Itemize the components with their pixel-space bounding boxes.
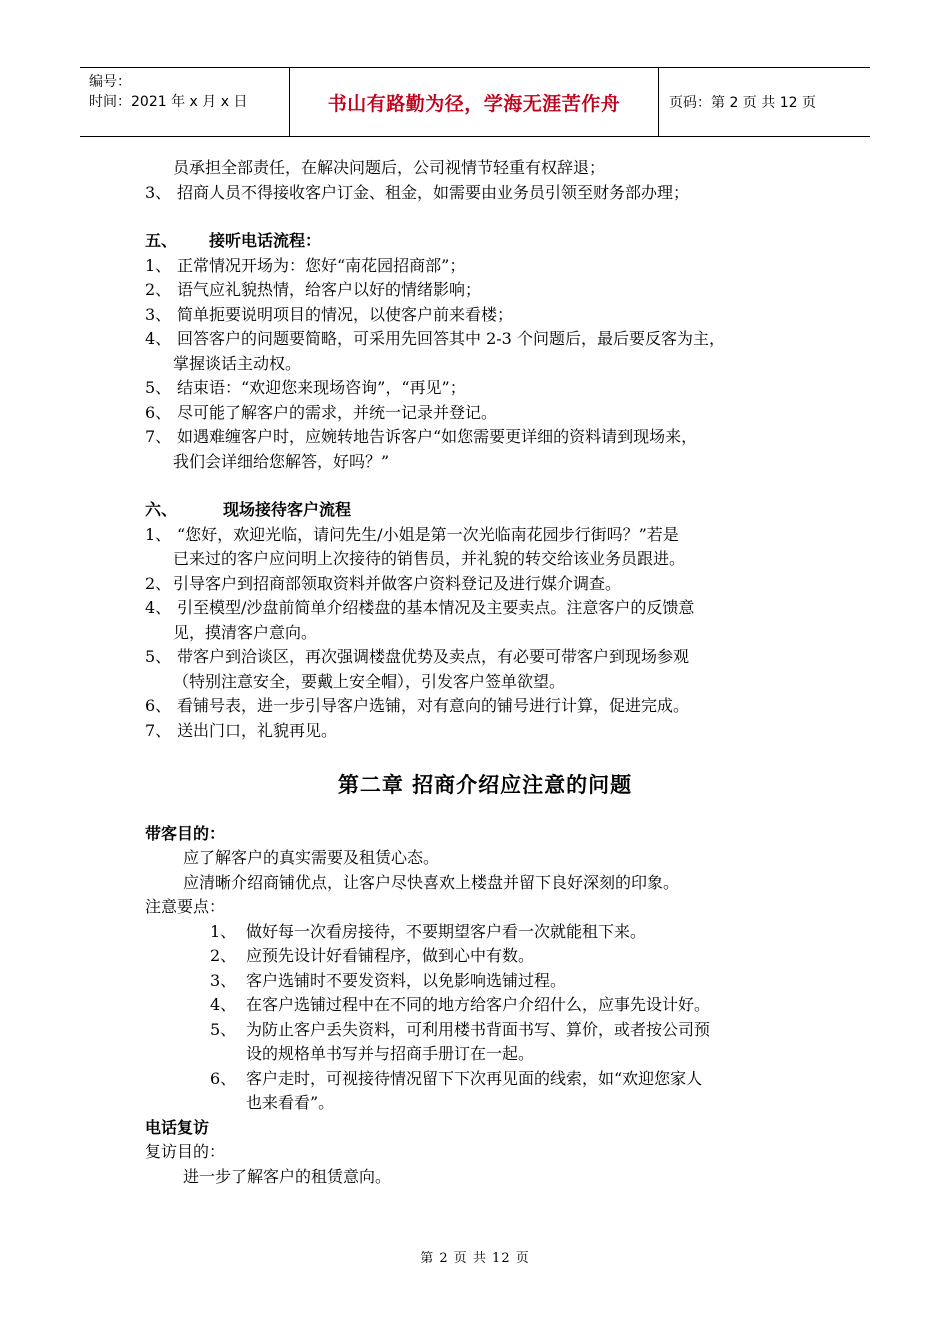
note-item-continuation: 设的规格单书写并与招商手册订在一起。	[246, 1044, 535, 1063]
document-body	[145, 156, 825, 1189]
header-left-cell	[80, 68, 289, 136]
header-motto-cell	[289, 68, 659, 136]
purpose-line: 应清晰介绍商铺优点，让客户尽快喜欢上楼盘并留下良好深刻的印象。	[183, 872, 680, 892]
list-item: 送出门口，礼貌再见。	[177, 720, 338, 740]
note-item: 应预先设计好看铺程序，做到心中有数。	[246, 946, 535, 965]
notes-heading: 注意要点：	[145, 897, 226, 916]
header-right-cell	[659, 68, 870, 136]
notes-list: 1、 做好每一次看房接待，不要期望客户看一次就能租下来。 2、 应预先设计好看铺程序，做到心中有数。 3、 客户选铺时不要发资料，以免影响选铺过程。 4、 在客户选铺过程中在不同的地方给客户介绍什么，应事先设计好。 5、 为防止客户丢失资料，可利用楼书背面书写、算价，或者按公司预 设的规格单书写并与招商手册订在一起。 6、 客户走时，可视接待情况留下下次再见面的线索，如“欢迎您家人 也来看看”。	[145, 920, 825, 1116]
chapter-title: 第二章 招商介绍应注意的问题	[337, 772, 633, 797]
list-item: 结束语：“欢迎您来现场咨询”，“再见”；	[177, 378, 466, 397]
list-item: 正常情况开场为：您好“南花园招商部”；	[177, 255, 466, 275]
list-item: 引导客户到招商部领取资料并做客户资料登记及进行媒介调查。	[173, 573, 622, 593]
document-date: 时间：2021 年 x 月 x 日	[89, 94, 248, 110]
purpose-heading: 带客目的：	[145, 823, 226, 843]
note-item: 客户走时，可视接待情况留下下次再见面的线索，如“欢迎您家人	[246, 1068, 703, 1088]
list-item: 带客户到洽谈区，再次强调楼盘优势及卖点，有必要可带客户到现场参观	[177, 647, 690, 666]
list-item: 看铺号表，进一步引导客户选铺，对有意向的铺号进行计算，促进完成。	[177, 696, 690, 715]
page-footer: 第 2 页 共 12 页	[420, 1251, 530, 1266]
section-5-list: 1、 正常情况开场为：您好“南花园招商部”； 2、 语气应礼貌热情，给客户以好的情绪影响； 3、 简单扼要说明项目的情况，以使客户前来看楼； 4、 回答客户的问题要简略，可采用先回答其中 2-3 个问题后，最后要反客为主， 掌握谈话主动权。 5、 结束语：“欢迎您来现场咨询”，“再见”； 6、 尽可能了解客户的需求，并统一记录并登记。 7、 如遇难缠客户时，应婉转地告诉客户“如您需要更详细的资料请到现场来， 我们会详细给您解答，好吗？”	[145, 254, 825, 475]
list-item-continuation: （特别注意安全，要戴上安全帽），引发客户签单欲望。	[173, 671, 566, 691]
note-item: 客户选铺时不要发资料，以免影响选铺过程。	[246, 970, 567, 990]
list-item: 回答客户的问题要简略，可采用先回答其中 2-3 个问题后，最后要反客为主，	[177, 329, 725, 348]
revisit-purpose-text: 进一步了解客户的租赁意向。	[183, 1166, 392, 1186]
list-item-continuation: 我们会详细给您解答，好吗？”	[173, 451, 390, 471]
section-5-heading: 五、 接听电话流程：	[145, 231, 322, 250]
list-item-text: 招商人员不得接收客户订金、租金，如需要由业务员引领至财务部办理；	[177, 182, 690, 202]
phone-revisit-heading: 电话复访	[145, 1117, 210, 1137]
header-motto: 书山有路勤为径，学海无涯苦作舟	[327, 92, 621, 115]
list-item-continuation: 见，摸清客户意向。	[173, 622, 318, 642]
paragraph-continuation: 员承担全部责任，在解决问题后，公司视情节轻重有权辞退；	[173, 158, 606, 177]
note-item: 为防止客户丢失资料，可利用楼书背面书写、算价，或者按公司预	[246, 1019, 711, 1039]
list-item: 尽可能了解客户的需求，并统一记录并登记。	[177, 402, 498, 422]
revisit-purpose-label: 复访目的：	[145, 1142, 226, 1161]
purpose-line: 应了解客户的真实需要及租赁心态。	[183, 848, 440, 867]
list-item: “您好，欢迎光临，请问先生/小姐是第一次光临南花园步行街吗？”若是	[177, 524, 679, 544]
list-item-continuation: 掌握谈话主动权。	[173, 353, 302, 373]
list-item: 引至模型/沙盘前简单介绍楼盘的基本情况及主要卖点。注意客户的反馈意	[177, 598, 695, 617]
list-item: 简单扼要说明项目的情况，以使客户前来看楼；	[177, 304, 514, 324]
list-item: 语气应礼貌热情，给客户以好的情绪影响；	[177, 280, 482, 299]
page-header	[80, 67, 870, 137]
list-item-continuation: 已来过的客户应问明上次接待的销售员，并礼貌的转交给该业务员跟进。	[173, 549, 686, 568]
note-item-continuation: 也来看看”。	[246, 1093, 335, 1112]
document-number-label: 编号：	[89, 74, 131, 90]
list-item: 如遇难缠客户时，应婉转地告诉客户“如您需要更详细的资料请到现场来，	[177, 427, 698, 446]
section-6-heading: 六、 现场接待客户流程	[145, 500, 352, 519]
note-item: 做好每一次看房接待，不要期望客户看一次就能租下来。	[246, 921, 647, 941]
note-item: 在客户选铺过程中在不同的地方给客户介绍什么，应事先设计好。	[246, 995, 711, 1014]
section-6-list: 1、 “您好，欢迎光临，请问先生/小姐是第一次光临南花园步行街吗？”若是 已来过的客户应问明上次接待的销售员，并礼貌的转交给该业务员跟进。 2、 引导客户到招商部领取资料并做客户资料登记及进行媒介调查。 4、 引至模型/沙盘前简单介绍楼盘的基本情况及主要卖点。注意客户的反馈意 见，摸清客户意向。 5、 带客户到洽谈区，再次强调楼盘优势及卖点，有必要可带客户到现场参观 （特别注意安全，要戴上安全帽），引发客户签单欲望。 6、 看铺号表，进一步引导客户选铺，对有意向的铺号进行计算，促进完成。 7、 送出门口，礼貌再见。	[145, 523, 825, 744]
list-number: 3、	[145, 182, 172, 202]
header-page-number: 页码：第 2 页 共 12 页	[669, 95, 816, 111]
